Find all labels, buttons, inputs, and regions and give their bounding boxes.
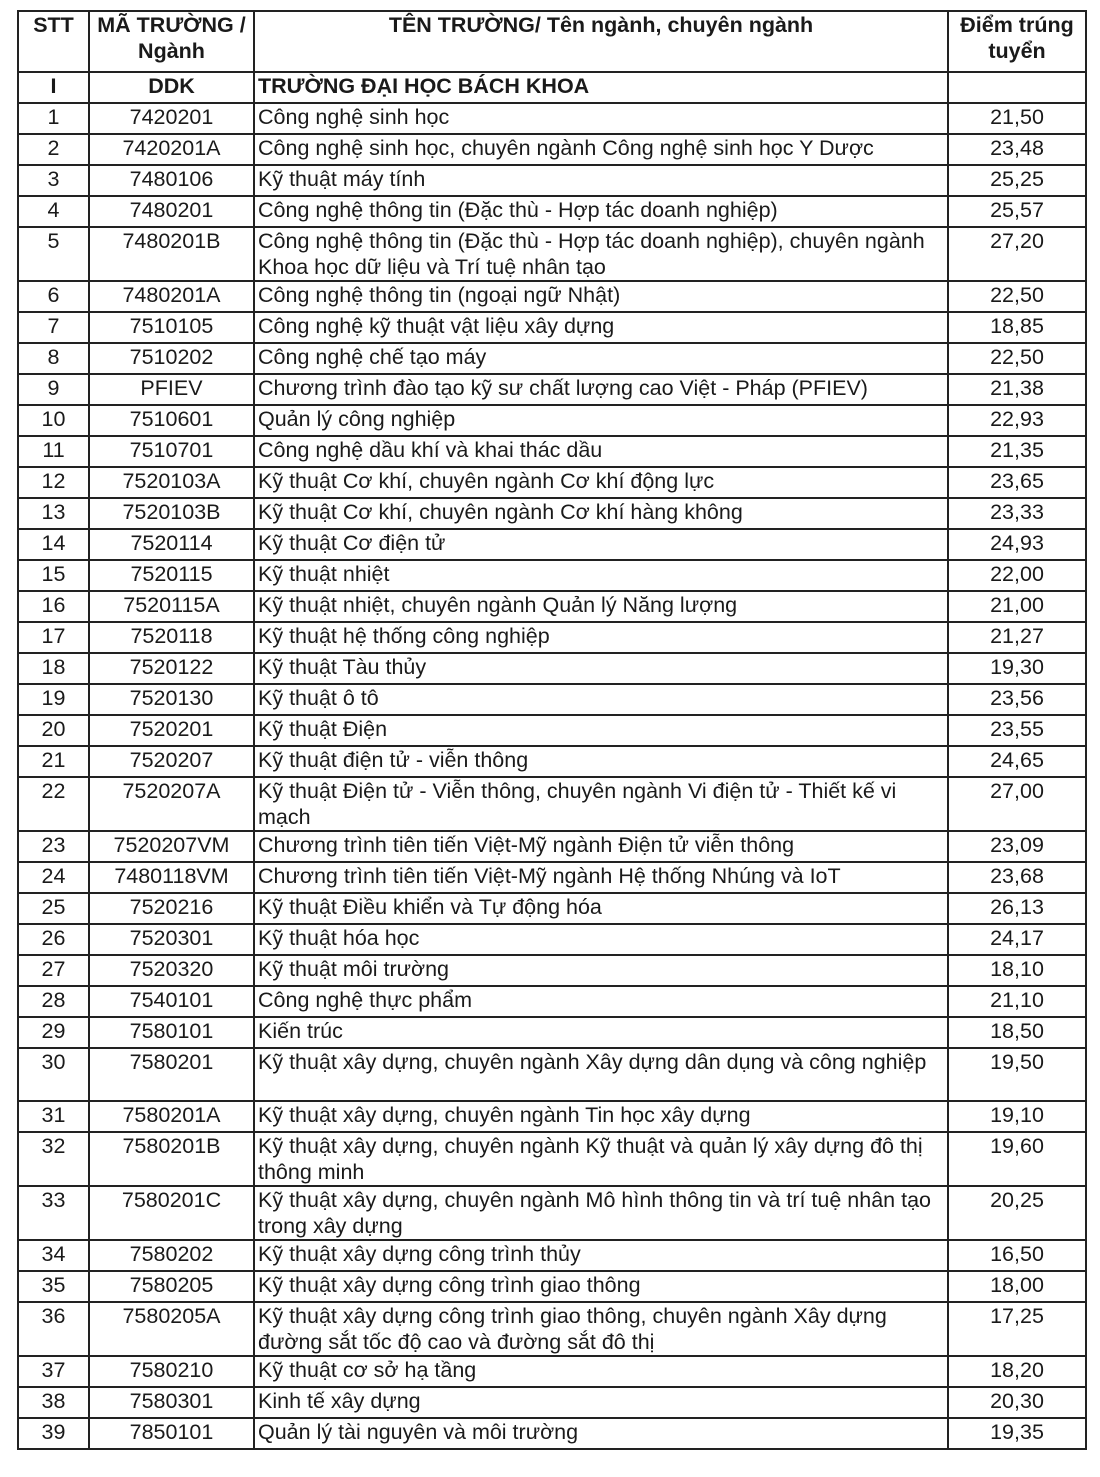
row-stt: 10 (18, 405, 89, 436)
row-code: 7580201C (89, 1186, 254, 1240)
row-code: 7420201 (89, 103, 254, 134)
table-row (18, 196, 1086, 227)
row-score: 21,00 (948, 591, 1086, 622)
row-code: 7520122 (89, 653, 254, 684)
table-row (18, 1302, 1086, 1356)
table-row (18, 1240, 1086, 1271)
table-row (18, 777, 1086, 831)
row-code: 7520130 (89, 684, 254, 715)
row-name: Kỹ thuật Cơ khí, chuyên ngành Cơ khí động lực (254, 467, 948, 498)
row-code: 7510202 (89, 343, 254, 374)
row-name: Kỹ thuật xây dựng công trình thủy (254, 1240, 948, 1271)
row-name: Kỹ thuật ô tô (254, 684, 948, 715)
row-code: 7520201 (89, 715, 254, 746)
row-stt: 35 (18, 1271, 89, 1302)
row-name: Kỹ thuật Cơ điện tử (254, 529, 948, 560)
row-score: 23,56 (948, 684, 1086, 715)
header-stt: STT (18, 11, 89, 72)
row-stt: 30 (18, 1048, 89, 1101)
row-name: Kỹ thuật hệ thống công nghiệp (254, 622, 948, 653)
row-stt: 36 (18, 1302, 89, 1356)
row-code: 7520118 (89, 622, 254, 653)
row-name: Kỹ thuật Điện tử - Viễn thông, chuyên ngành Vi điện tử - Thiết kế vi mạch (254, 777, 948, 831)
row-code: 7580101 (89, 1017, 254, 1048)
row-stt: 34 (18, 1240, 89, 1271)
school-name: TRƯỜNG ĐẠI HỌC BÁCH KHOA (254, 72, 948, 103)
row-score: 23,48 (948, 134, 1086, 165)
row-stt: 4 (18, 196, 89, 227)
admission-scores-sheet (17, 10, 1085, 1450)
row-code: 7520320 (89, 955, 254, 986)
row-score: 22,50 (948, 343, 1086, 374)
row-score: 16,50 (948, 1240, 1086, 1271)
row-stt: 1 (18, 103, 89, 134)
row-name: Công nghệ dầu khí và khai thác dầu (254, 436, 948, 467)
table-row (18, 1132, 1086, 1186)
school-stt: I (18, 72, 89, 103)
row-name: Kỹ thuật Tàu thủy (254, 653, 948, 684)
row-score: 23,09 (948, 831, 1086, 862)
row-name: Quản lý tài nguyên và môi trường (254, 1418, 948, 1449)
table-row (18, 684, 1086, 715)
row-stt: 37 (18, 1356, 89, 1387)
row-code: 7480201B (89, 227, 254, 281)
row-stt: 6 (18, 281, 89, 312)
row-score: 20,25 (948, 1186, 1086, 1240)
table-row (18, 862, 1086, 893)
table-row (18, 1186, 1086, 1240)
table-row (18, 622, 1086, 653)
table-body (18, 72, 1086, 1449)
row-name: Kỹ thuật xây dựng, chuyên ngành Xây dựng dân dụng và công nghiệp (254, 1048, 948, 1101)
table-row (18, 715, 1086, 746)
table-row (18, 746, 1086, 777)
row-code: 7520115 (89, 560, 254, 591)
row-code: PFIEV (89, 374, 254, 405)
row-code: 7580201A (89, 1101, 254, 1132)
row-score: 18,10 (948, 955, 1086, 986)
row-score: 19,10 (948, 1101, 1086, 1132)
row-code: 7580205 (89, 1271, 254, 1302)
row-name: Công nghệ thông tin (ngoại ngữ Nhật) (254, 281, 948, 312)
row-code: 7480201A (89, 281, 254, 312)
row-name: Kiến trúc (254, 1017, 948, 1048)
row-stt: 21 (18, 746, 89, 777)
row-score: 24,93 (948, 529, 1086, 560)
row-code: 7520103B (89, 498, 254, 529)
row-stt: 17 (18, 622, 89, 653)
row-stt: 29 (18, 1017, 89, 1048)
table-row (18, 893, 1086, 924)
row-code: 7480106 (89, 165, 254, 196)
table-row (18, 1271, 1086, 1302)
row-stt: 18 (18, 653, 89, 684)
row-name: Chương trình tiên tiến Việt-Mỹ ngành Hệ thống Nhúng và IoT (254, 862, 948, 893)
table-row (18, 1356, 1086, 1387)
row-name: Chương trình đào tạo kỹ sư chất lượng cao Việt - Pháp (PFIEV) (254, 374, 948, 405)
row-name: Kỹ thuật nhiệt, chuyên ngành Quản lý Năng lượng (254, 591, 948, 622)
row-name: Kỹ thuật Điều khiển và Tự động hóa (254, 893, 948, 924)
row-name: Chương trình tiên tiến Việt-Mỹ ngành Điện tử viễn thông (254, 831, 948, 862)
header-score: Điểm trúng tuyển (948, 11, 1086, 72)
row-name: Kinh tế xây dựng (254, 1387, 948, 1418)
row-code: 7520207 (89, 746, 254, 777)
row-code: 7520216 (89, 893, 254, 924)
table-row (18, 498, 1086, 529)
row-code: 7580205A (89, 1302, 254, 1356)
row-score: 19,30 (948, 653, 1086, 684)
row-score: 22,00 (948, 560, 1086, 591)
header-row (18, 11, 1086, 72)
row-score: 18,85 (948, 312, 1086, 343)
row-code: 7580301 (89, 1387, 254, 1418)
school-code: DDK (89, 72, 254, 103)
row-stt: 7 (18, 312, 89, 343)
table-row (18, 1101, 1086, 1132)
row-stt: 32 (18, 1132, 89, 1186)
row-code: 7510601 (89, 405, 254, 436)
row-stt: 13 (18, 498, 89, 529)
row-code: 7540101 (89, 986, 254, 1017)
row-code: 7520301 (89, 924, 254, 955)
table-row (18, 529, 1086, 560)
row-name: Quản lý công nghiệp (254, 405, 948, 436)
school-score (948, 72, 1086, 103)
row-score: 19,50 (948, 1048, 1086, 1101)
row-code: 7480201 (89, 196, 254, 227)
row-name: Công nghệ chế tạo máy (254, 343, 948, 374)
row-code: 7510105 (89, 312, 254, 343)
table-row (18, 1048, 1086, 1101)
table-row (18, 281, 1086, 312)
row-name: Kỹ thuật máy tính (254, 165, 948, 196)
admission-scores-table (17, 10, 1087, 1450)
row-code: 7520114 (89, 529, 254, 560)
table-row (18, 343, 1086, 374)
table-row (18, 103, 1086, 134)
row-code: 7580202 (89, 1240, 254, 1271)
table-row (18, 467, 1086, 498)
row-name: Kỹ thuật xây dựng, chuyên ngành Kỹ thuật và quản lý xây dựng đô thị thông minh (254, 1132, 948, 1186)
row-code: 7580201 (89, 1048, 254, 1101)
row-name: Kỹ thuật hóa học (254, 924, 948, 955)
row-stt: 25 (18, 893, 89, 924)
row-score: 25,57 (948, 196, 1086, 227)
row-name: Công nghệ sinh học (254, 103, 948, 134)
table-row (18, 405, 1086, 436)
table-row (18, 955, 1086, 986)
row-stt: 2 (18, 134, 89, 165)
row-score: 17,25 (948, 1302, 1086, 1356)
row-score: 21,35 (948, 436, 1086, 467)
row-stt: 31 (18, 1101, 89, 1132)
row-score: 21,50 (948, 103, 1086, 134)
table-row (18, 1387, 1086, 1418)
row-stt: 16 (18, 591, 89, 622)
row-stt: 24 (18, 862, 89, 893)
row-code: 7850101 (89, 1418, 254, 1449)
row-code: 7520207A (89, 777, 254, 831)
row-score: 27,20 (948, 227, 1086, 281)
table-row (18, 1017, 1086, 1048)
row-stt: 14 (18, 529, 89, 560)
row-score: 26,13 (948, 893, 1086, 924)
row-stt: 23 (18, 831, 89, 862)
row-score: 21,10 (948, 986, 1086, 1017)
table-row (18, 1418, 1086, 1449)
header-code: MÃ TRƯỜNG / Ngành (89, 11, 254, 72)
row-name: Kỹ thuật xây dựng công trình giao thông, chuyên ngành Xây dựng đường sắt tốc độ cao và đường sắt đô thị (254, 1302, 948, 1356)
row-stt: 15 (18, 560, 89, 591)
row-stt: 12 (18, 467, 89, 498)
table-row (18, 560, 1086, 591)
row-name: Kỹ thuật điện tử - viễn thông (254, 746, 948, 777)
table-row (18, 165, 1086, 196)
row-name: Kỹ thuật Điện (254, 715, 948, 746)
row-score: 24,17 (948, 924, 1086, 955)
table-header (18, 11, 1086, 72)
row-code: 7510701 (89, 436, 254, 467)
row-stt: 26 (18, 924, 89, 955)
row-stt: 27 (18, 955, 89, 986)
row-score: 19,35 (948, 1418, 1086, 1449)
table-row (18, 312, 1086, 343)
table-row (18, 653, 1086, 684)
row-stt: 38 (18, 1387, 89, 1418)
row-score: 22,50 (948, 281, 1086, 312)
row-code: 7580210 (89, 1356, 254, 1387)
row-score: 18,20 (948, 1356, 1086, 1387)
row-name: Kỹ thuật Cơ khí, chuyên ngành Cơ khí hàng không (254, 498, 948, 529)
row-name: Kỹ thuật xây dựng, chuyên ngành Mô hình thông tin và trí tuệ nhân tạo trong xây dựng (254, 1186, 948, 1240)
row-score: 23,33 (948, 498, 1086, 529)
row-name: Công nghệ sinh học, chuyên ngành Công nghệ sinh học Y Dược (254, 134, 948, 165)
row-name: Kỹ thuật xây dựng công trình giao thông (254, 1271, 948, 1302)
row-stt: 28 (18, 986, 89, 1017)
table-row (18, 924, 1086, 955)
table-row (18, 591, 1086, 622)
row-score: 19,60 (948, 1132, 1086, 1186)
table-row (18, 227, 1086, 281)
table-row (18, 374, 1086, 405)
row-score: 21,38 (948, 374, 1086, 405)
row-score: 20,30 (948, 1387, 1086, 1418)
row-stt: 9 (18, 374, 89, 405)
table-row (18, 134, 1086, 165)
row-score: 23,65 (948, 467, 1086, 498)
row-name: Kỹ thuật nhiệt (254, 560, 948, 591)
row-stt: 19 (18, 684, 89, 715)
row-score: 18,50 (948, 1017, 1086, 1048)
row-name: Kỹ thuật cơ sở hạ tầng (254, 1356, 948, 1387)
row-code: 7520207VM (89, 831, 254, 862)
row-score: 25,25 (948, 165, 1086, 196)
row-code: 7420201A (89, 134, 254, 165)
row-name: Công nghệ thông tin (Đặc thù - Hợp tác doanh nghiệp), chuyên ngành Khoa học dữ liệu và Trí tuệ nhân tạo (254, 227, 948, 281)
row-stt: 11 (18, 436, 89, 467)
row-score: 23,68 (948, 862, 1086, 893)
table-row (18, 831, 1086, 862)
row-code: 7520103A (89, 467, 254, 498)
row-score: 22,93 (948, 405, 1086, 436)
row-code: 7480118VM (89, 862, 254, 893)
row-name: Công nghệ kỹ thuật vật liệu xây dựng (254, 312, 948, 343)
row-name: Kỹ thuật xây dựng, chuyên ngành Tin học xây dựng (254, 1101, 948, 1132)
table-row (18, 436, 1086, 467)
row-stt: 22 (18, 777, 89, 831)
header-name: TÊN TRƯỜNG/ Tên ngành, chuyên ngành (254, 11, 948, 72)
table-row (18, 986, 1086, 1017)
row-score: 18,00 (948, 1271, 1086, 1302)
row-stt: 39 (18, 1418, 89, 1449)
row-score: 27,00 (948, 777, 1086, 831)
row-code: 7520115A (89, 591, 254, 622)
row-stt: 20 (18, 715, 89, 746)
row-stt: 3 (18, 165, 89, 196)
row-stt: 5 (18, 227, 89, 281)
row-name: Công nghệ thông tin (Đặc thù - Hợp tác doanh nghiệp) (254, 196, 948, 227)
row-name: Kỹ thuật môi trường (254, 955, 948, 986)
row-score: 21,27 (948, 622, 1086, 653)
row-stt: 8 (18, 343, 89, 374)
row-score: 24,65 (948, 746, 1086, 777)
row-name: Công nghệ thực phẩm (254, 986, 948, 1017)
school-row (18, 72, 1086, 103)
row-code: 7580201B (89, 1132, 254, 1186)
row-stt: 33 (18, 1186, 89, 1240)
row-score: 23,55 (948, 715, 1086, 746)
